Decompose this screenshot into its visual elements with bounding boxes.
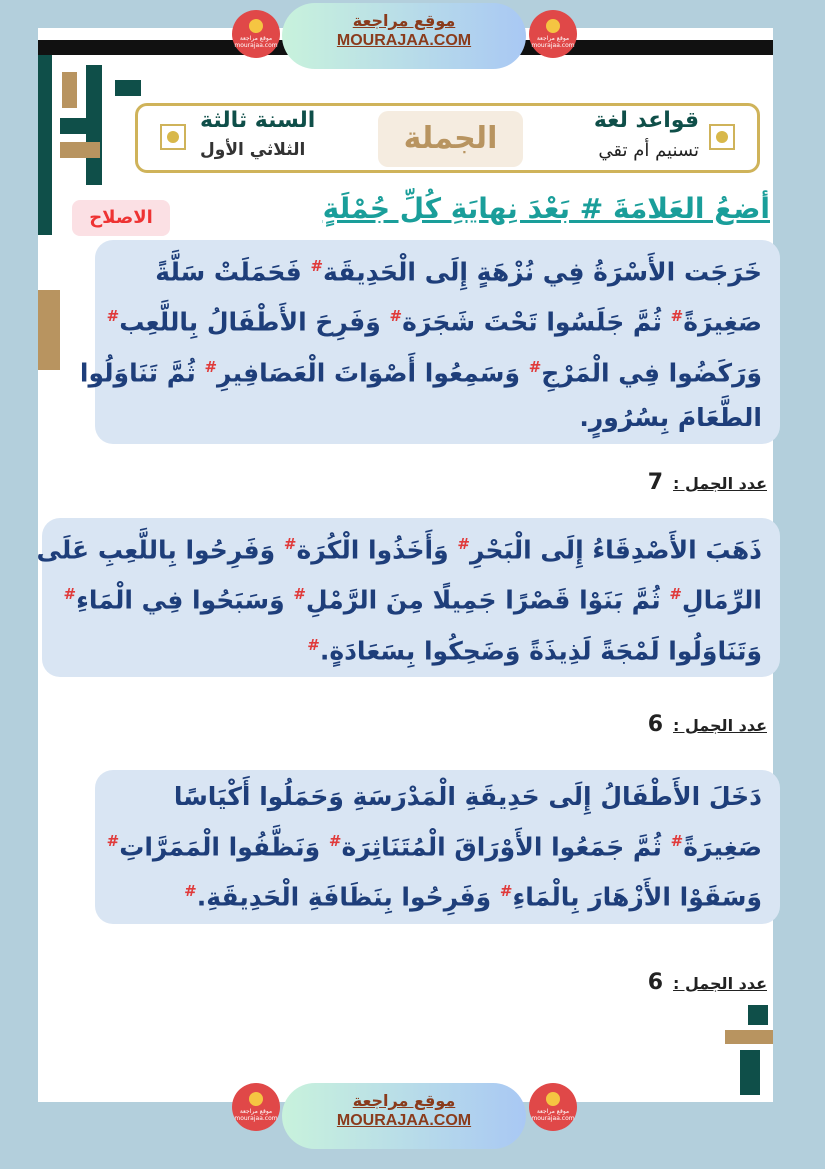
sentence-end-mark: # [106, 307, 120, 326]
decor-block [748, 1005, 768, 1025]
sentence-end-mark: # [669, 585, 682, 604]
site-logo[interactable] [529, 1083, 577, 1131]
sentence-end-mark: # [528, 357, 542, 376]
text-line: صَغِيرَةً# ثُمَّ جَمَعُوا الأَوْرَاقَ الْمُتَنَاثِرَة# وَنَظَّفُوا الْمَمَرَّاتِ# [106, 832, 762, 862]
text-line: وَتَنَاوَلُوا لَمْجَةً لَذِيذَةً وَضَحِكُوا بِسَعَادَةٍ.# [307, 635, 762, 665]
banner-site[interactable]: MOURAJAA.COM [336, 32, 472, 49]
text-line: ذَهَبَ الأَصْدِقَاءُ إِلَى الْبَحْرِ# وَأَخَذُوا الْكُرَة# وَفَرِحُوا بِاللَّعِبِ عَلَى [36, 535, 762, 565]
exercise-3-text [95, 770, 780, 924]
logo-text: موقع مراجعة mourajaa.com [531, 35, 575, 49]
instruction: أضعُ العَلامَةَ # بَعْدَ نِهايَةِ كُلِّ جُمْلَةٍ [322, 192, 770, 225]
logo-text: موقع مراجعة mourajaa.com [234, 35, 278, 49]
decor-knob [160, 124, 186, 150]
count-label: عدد الجمل : [673, 716, 767, 735]
decor-block [62, 72, 77, 108]
sentence-end-mark: # [293, 585, 306, 604]
sentence-end-mark: # [204, 357, 218, 376]
count-value: 7 [647, 470, 664, 495]
exercise-1-text [79, 240, 780, 444]
author: تسنيم أم تقي [598, 140, 699, 161]
site-logo[interactable] [232, 1083, 280, 1131]
sentence-end-mark: # [63, 585, 77, 604]
logo-text: موقع مراجعة mourajaa.com [531, 1108, 575, 1122]
exercise-3-count [648, 970, 767, 995]
term: الثلاثي الأول [200, 140, 306, 160]
sentence-end-mark: # [106, 832, 120, 850]
decor-block [38, 55, 52, 235]
correction-label: الاصلاح [72, 200, 170, 236]
count-label: عدد الجمل : [673, 474, 767, 493]
decor-block [60, 142, 100, 158]
text-line: وَسَقَوْا الأَزْهَارَ بِالْمَاءِ# وَفَرِحُوا بِنَظَافَةِ الْحَدِيقَةِ.# [184, 882, 762, 912]
sentence-end-mark: # [670, 307, 684, 326]
subject: قواعد لغة [593, 108, 699, 133]
sentence-end-mark: # [307, 635, 320, 654]
sentence-end-mark: # [389, 307, 403, 326]
decor-block [725, 1030, 773, 1044]
decor-block [38, 290, 60, 370]
sentence-end-mark: # [184, 882, 197, 901]
sentence-end-mark: # [499, 882, 513, 901]
decor-block [740, 1050, 760, 1095]
decor-knob [709, 124, 735, 150]
site-banner-bottom[interactable] [282, 1083, 526, 1149]
count-label: عدد الجمل : [673, 974, 767, 993]
logo-text: موقع مراجعة mourajaa.com [234, 1108, 278, 1122]
decor-block [115, 80, 141, 96]
text-line: الرِّمَالِ# ثُمَّ بَنَوْا قَصْرًا جَمِيلًا مِنَ الرَّمْلِ# وَسَبَحُوا فِي الْمَاءِ# [63, 585, 762, 615]
banner-arabic[interactable]: موقع مراجعة [352, 11, 456, 30]
topic-title: الجملة [378, 111, 523, 167]
text-line: دَخَلَ الأَطْفَالُ إِلَى حَدِيقَةِ الْمَدْرَسَةِ وَحَمَلُوا أَكْيَاسًا [173, 782, 762, 811]
text-line: صَغِيرَةً# ثُمَّ جَلَسُوا تَحْتَ شَجَرَة# وَفَرِحَ الأَطْفَالُ بِاللَّعِب# [106, 307, 762, 337]
sentence-end-mark: # [457, 535, 470, 553]
site-logo[interactable] [232, 10, 280, 58]
site-logo[interactable] [529, 10, 577, 58]
sentence-end-mark: # [310, 257, 324, 275]
text-line: خَرَجَت الأَسْرَةُ فِي نُزْهَةٍ إِلَى الْحَدِيقَة# فَحَمَلَتْ سَلَّةً [155, 257, 762, 287]
count-value: 6 [647, 970, 664, 995]
sentence-end-mark: # [670, 832, 684, 850]
exercise-2-text [36, 518, 780, 677]
grade: السنة ثالثة [200, 108, 316, 133]
sentence-end-mark: # [328, 832, 342, 850]
header-box [135, 103, 760, 173]
sentence-end-mark: # [283, 535, 297, 553]
banner-arabic[interactable]: موقع مراجعة [352, 1091, 456, 1110]
text-line: الطَّعَامَ بِسُرُورٍ. [579, 402, 762, 432]
banner-site[interactable]: MOURAJAA.COM [336, 1112, 472, 1129]
site-banner-top[interactable] [282, 3, 526, 69]
text-line: وَرَكَضُوا فِي الْمَرْجِ# وَسَمِعُوا أَصْوَاتَ الْعَصَافِيرِ# ثُمَّ تَنَاوَلُوا [79, 357, 762, 387]
decor-block [60, 118, 100, 134]
exercise-2-count [648, 712, 767, 737]
count-value: 6 [647, 712, 664, 737]
exercise-1-count [648, 470, 767, 495]
